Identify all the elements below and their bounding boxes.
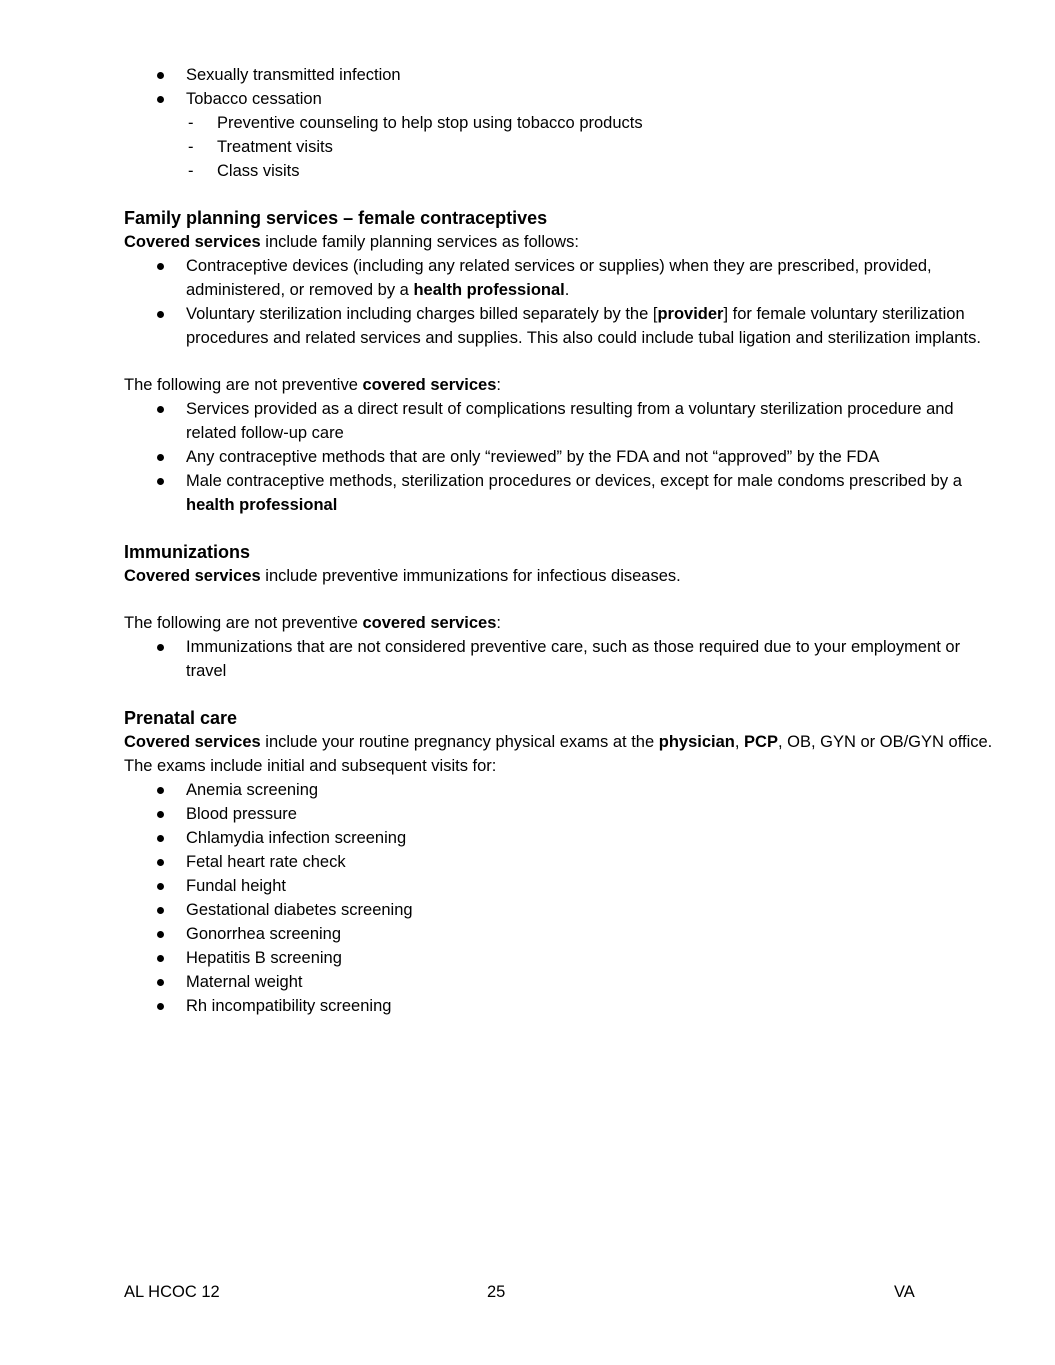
list-item: Rh incompatibility screening bbox=[124, 994, 994, 1018]
list-item bbox=[124, 302, 994, 350]
intro-colon: : bbox=[496, 614, 501, 632]
intro-text: , OB, GYN or OB/GYN office. The exams include initial and subsequent visits for: bbox=[124, 733, 993, 775]
term-physician: physician bbox=[658, 733, 735, 751]
intro-text: The following are not preventive bbox=[124, 376, 363, 394]
item-text: Voluntary sterilization including charges billed separately by the [ bbox=[186, 305, 658, 323]
term-health-professional: health professional bbox=[186, 496, 338, 514]
item-text-end: ] for female voluntary sterilization procedures and related services and supplies. This also could include tubal ligation and sterilization implants. bbox=[186, 305, 981, 347]
prenatal-list bbox=[124, 778, 994, 1018]
term-covered-services: Covered services bbox=[124, 233, 261, 251]
sub-list-item: - Treatment visits bbox=[124, 135, 994, 159]
list-item: Fetal heart rate check bbox=[124, 850, 994, 874]
item-text: Male contraceptive methods, sterilization procedures or devices, except for male condoms prescribed by a bbox=[186, 472, 962, 490]
list-item-text: Tobacco cessation bbox=[186, 90, 322, 108]
spacer bbox=[124, 588, 994, 611]
list-item bbox=[124, 87, 994, 111]
list-item: Services provided as a direct result of complications resulting from a voluntary sterilization procedure and related follow-up care bbox=[124, 397, 994, 445]
list-item: Immunizations that are not considered preventive care, such as those required due to your employment or travel bbox=[124, 635, 994, 683]
intro-text: The following are not preventive bbox=[124, 614, 363, 632]
footer-page-number: 25 bbox=[487, 1283, 506, 1301]
item-text-end: . bbox=[564, 281, 570, 299]
family-planning-not-covered-list bbox=[124, 397, 994, 517]
immunizations-not-covered-intro bbox=[124, 611, 994, 635]
term-covered-services: Covered services bbox=[124, 567, 261, 585]
spacer bbox=[124, 517, 994, 540]
intro-colon: : bbox=[496, 376, 501, 394]
list-item: Hepatitis B screening bbox=[124, 946, 994, 970]
family-planning-list bbox=[124, 254, 994, 350]
intro-text: include family planning services as follows: bbox=[260, 233, 579, 251]
term-pcp: PCP bbox=[744, 733, 778, 751]
immunizations-not-covered-list bbox=[124, 635, 994, 683]
list-item bbox=[124, 254, 994, 302]
section-title-immunizations: Immunizations bbox=[124, 542, 251, 562]
spacer bbox=[124, 683, 994, 706]
sub-list-item: - Preventive counseling to help stop using tobacco products bbox=[124, 111, 994, 135]
family-planning-not-covered-intro bbox=[124, 373, 994, 397]
section-title-family-planning: Family planning services – female contraceptives bbox=[124, 208, 548, 228]
footer-document-code: AL HCOC 12 bbox=[124, 1283, 220, 1301]
item-text: Contraceptive devices (including any related services or supplies) when they are prescribed, provided, administered, or removed by a bbox=[186, 257, 932, 299]
list-item: Chlamydia infection screening bbox=[124, 826, 994, 850]
page-content bbox=[124, 63, 994, 1018]
list-item: Anemia screening bbox=[124, 778, 994, 802]
list-item: Any contraceptive methods that are only “reviewed” by the FDA and not “approved” by the FDA bbox=[124, 445, 994, 469]
term-covered-services: Covered services bbox=[124, 733, 261, 751]
term-covered-services: covered services bbox=[362, 614, 497, 632]
intro-text: include your routine pregnancy physical exams at the bbox=[260, 733, 659, 751]
list-item: Sexually transmitted infection bbox=[124, 63, 994, 87]
term-provider: provider bbox=[657, 305, 724, 323]
sub-list-item: - Class visits bbox=[124, 159, 994, 183]
intro-text: include preventive immunizations for infectious diseases. bbox=[260, 567, 681, 585]
list-item: Gestational diabetes screening bbox=[124, 898, 994, 922]
list-item: Maternal weight bbox=[124, 970, 994, 994]
term-health-professional: health professional bbox=[413, 281, 565, 299]
immunizations-intro bbox=[124, 564, 994, 588]
tobacco-sub-list bbox=[124, 111, 994, 183]
term-covered-services: covered services bbox=[362, 376, 497, 394]
list-item: Blood pressure bbox=[124, 802, 994, 826]
family-planning-intro bbox=[124, 230, 994, 254]
intro-separator: , bbox=[734, 733, 745, 751]
spacer bbox=[124, 350, 994, 373]
top-bullet-list bbox=[124, 63, 994, 111]
list-item bbox=[124, 469, 994, 517]
page-footer bbox=[0, 1280, 1055, 1304]
list-item: Gonorrhea screening bbox=[124, 922, 994, 946]
spacer bbox=[124, 183, 994, 206]
prenatal-intro bbox=[124, 730, 994, 778]
footer-state: VA bbox=[894, 1283, 915, 1301]
list-item: Fundal height bbox=[124, 874, 994, 898]
section-title-prenatal: Prenatal care bbox=[124, 708, 238, 728]
